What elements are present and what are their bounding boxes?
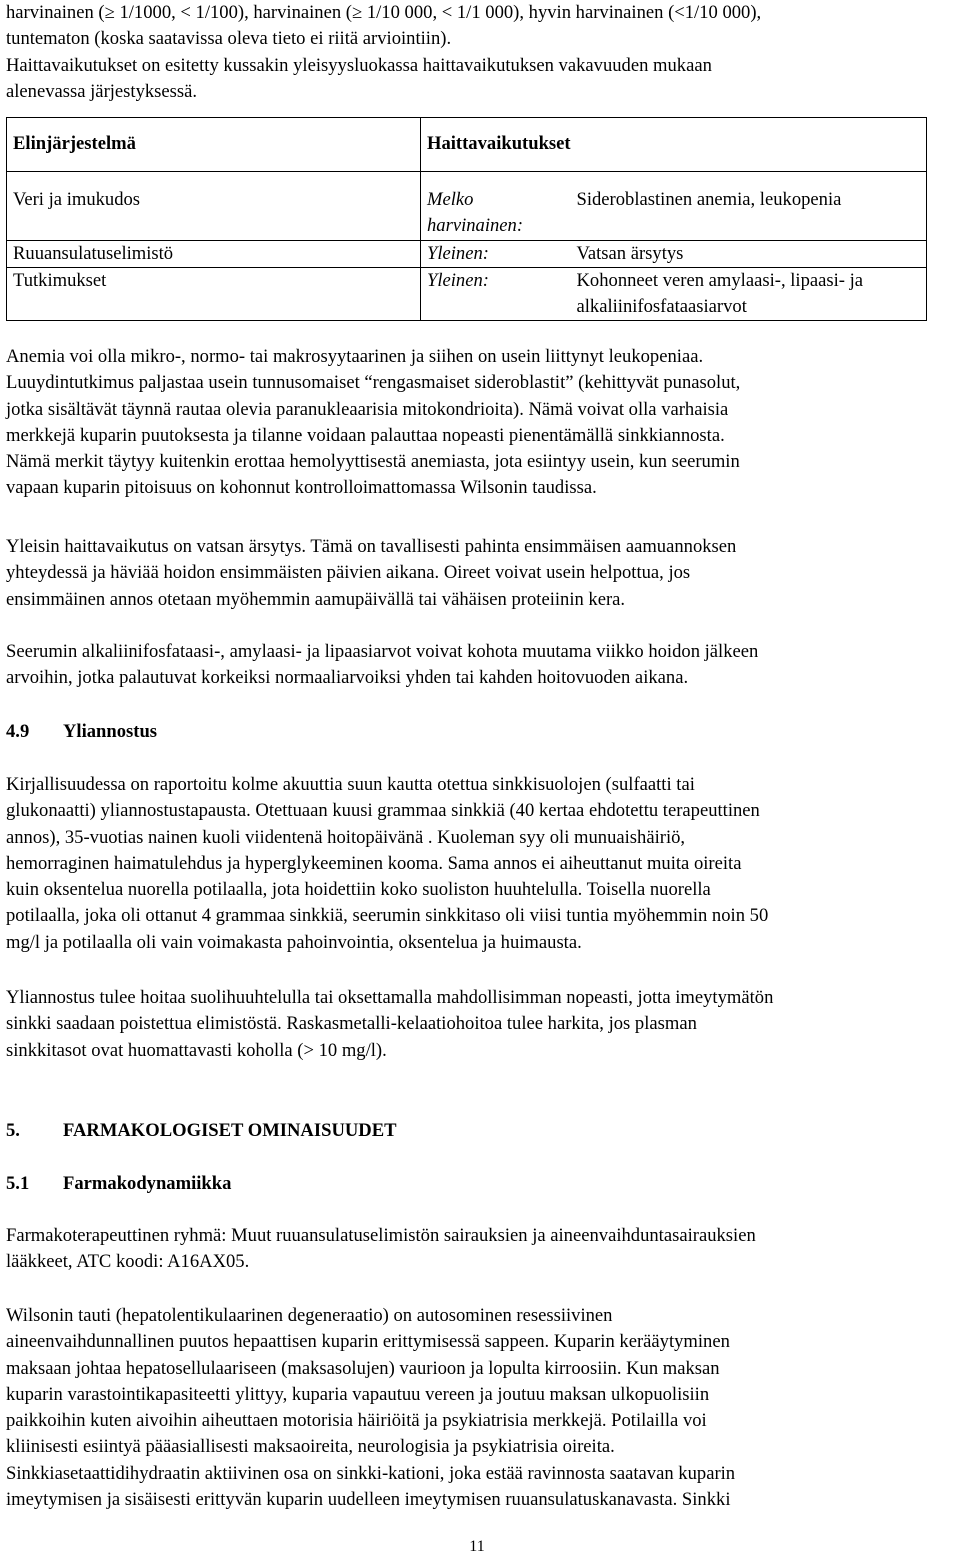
wilson-disease-paragraph: [6, 1303, 956, 1513]
text-line: Farmakoterapeuttinen ryhmä: Muut ruuansulatuselimistön sairauksien ja aineenvaihduntasairauksien: [6, 1225, 756, 1246]
frequency-cell: Yleinen:: [421, 240, 571, 267]
effect-cell: Vatsan ärsytys: [571, 240, 927, 267]
text-line: mg/l ja potilaalla oli vain voimakasta pahoinvointia, oksentelua ja huimausta.: [6, 931, 582, 953]
stomach-irritation-paragraph: [6, 534, 956, 613]
frequency-cell: Melko harvinainen:: [421, 172, 571, 241]
organ-system-cell: Ruuansulatuselimistö: [7, 240, 421, 267]
intro-paragraph: [6, 0, 956, 105]
text-line: vapaan kuparin pitoisuus on kohonnut kontrolloimattomassa Wilsonin taudissa.: [6, 477, 597, 499]
section-heading-5-1: [6, 1171, 231, 1197]
text-line: imeytymisen ja sisäisesti erittyvän kuparin uudelleen imeytymisen ruuansulatuskanavasta. Sinkki: [6, 1489, 731, 1511]
text-line: Luuydintutkimus paljastaa usein tunnusomaiset “rengasmaiset sideroblastit” (kehittyvät punasolut,: [6, 372, 741, 394]
text-line: lääkkeet, ATC koodi: A16AX05.: [6, 1251, 250, 1273]
text-line: ensimmäinen annos otetaan myöhemmin aamupäivällä tai vähäisen proteiinin kera.: [6, 588, 626, 610]
text-line: jotka sisältävät täynnä rautaa olevia paranukleaarisia mitokondrioita). Nämä voivat olla varhaisia: [6, 398, 729, 420]
effect-cell: Sideroblastinen anemia, leukopenia: [571, 172, 927, 241]
table-row: [7, 240, 927, 267]
text-line: kuparin varastointikapasiteetti ylittyy, kuparia vapautuu vereen ja joutuu maksan ulkopuolisiin: [6, 1383, 710, 1405]
text-line: Yleisin haittavaikutus on vatsan ärsytys. Tämä on tavallisesti pahinta ensimmäisen aamuannoksen: [6, 536, 737, 557]
text-line: kuin oksentelua nuorella potilaalla, jota hoidettiin koko suoliston huuhtelulla. Toisella nuorella: [6, 879, 711, 901]
section-number: 5.: [6, 1120, 20, 1141]
header-organ-system: Elinjärjestelmä: [7, 118, 421, 172]
section-title: FARMAKOLOGISET OMINAISUUDET: [63, 1120, 397, 1141]
effect-cell: Kohonneet veren amylaasi-, lipaasi- ja alkaliinifosfataasiarvot: [571, 267, 927, 321]
text-line: arvoihin, jotka palautuvat korkeiksi normaaliarvoiksi yhden tai kahden hoitovuoden aikana.: [6, 667, 689, 689]
text-line: Yliannostus tulee hoitaa suolihuuhtelulla tai oksettamalla mahdollisimman nopeasti, jotta imeytymätön: [6, 987, 774, 1008]
text-line: maksaan johtaa hepatosellulaariseen (maksasolujen) vaurioon ja lopulta kirroosiin. Kun maksan: [6, 1357, 720, 1379]
text-line: merkkejä kuparin puutoksesta ja tilanne voidaan palauttaa nopeasti pienentämällä sinkkiannosta.: [6, 424, 725, 446]
text-line: kliinisesti esiintyä pääasiallisesti maksaoireita, neurologisia ja psykiatrisia oireita.: [6, 1436, 615, 1458]
text-line: tuntematon (koska saatavissa oleva tieto ei riitä arviointiin).: [6, 28, 452, 50]
adverse-effects-table: [6, 117, 927, 321]
organ-system-cell: Veri ja imukudos: [7, 172, 421, 241]
section-number: 4.9: [6, 721, 30, 742]
text-line: paikkoihin kuten aivoihin aiheuttaen motorisia häiriöitä ja psykiatrisia merkkejä. Potilailla voi: [6, 1410, 707, 1432]
text-line: sinkki saadaan poistettua elimistöstä. Raskasmetalli-kelaatiohoitoa tulee harkita, jos plasman: [6, 1013, 697, 1035]
text-line: sinkkitasot ovat huomattavasti koholla (> 10 mg/l).: [6, 1039, 387, 1061]
organ-system-cell: Tutkimukset: [7, 267, 421, 321]
overdose-treatment-paragraph: [6, 985, 956, 1064]
text-line: Anemia voi olla mikro-, normo- tai makrosyytaarinen ja siihen on usein liittynyt leukopeniaa.: [6, 346, 704, 367]
overdose-cases-paragraph: [6, 772, 956, 956]
text-line: Wilsonin tauti (hepatolentikulaarinen degeneraatio) on autosominen resessiivinen: [6, 1305, 613, 1326]
table-header-row: [7, 118, 927, 172]
section-title: Yliannostus: [63, 721, 158, 742]
text-line: Haittavaikutukset on esitetty kussakin yleisyysluokassa haittavaikutuksen vakavuuden mukaan: [6, 54, 712, 76]
header-adverse-effects: Haittavaikutukset: [421, 118, 927, 172]
text-line: alenevassa järjestyksessä.: [6, 80, 198, 102]
text-line: glukonaatti) yliannostustapausta. Otettuaan kuusi grammaa sinkkiä (40 kertaa ehdotettu terapeuttinen: [6, 800, 760, 822]
section-heading-4-9: [6, 719, 157, 745]
text-line: yhteydessä ja häviää hoidon ensimmäisten päivien aikana. Oireet voivat usein helpottua, jos: [6, 562, 691, 584]
section-heading-5: [6, 1118, 397, 1144]
table-row: [7, 172, 927, 241]
text-line: Seerumin alkaliinifosfataasi-, amylaasi- ja lipaasiarvot voivat kohota muutama viikko hoidon jälkeen: [6, 641, 759, 662]
serum-values-paragraph: [6, 639, 956, 692]
text-line: annos), 35-vuotias nainen kuoli viidentenä hoitopäivänä . Kuoleman syy oli munuaishäiriö,: [6, 826, 686, 848]
text-line: Kirjallisuudessa on raportoitu kolme akuuttia suun kautta otettua sinkkisuolojen (sulfaatti tai: [6, 774, 695, 795]
text-line: Nämä merkit täytyy kuitenkin erottaa hemolyyttisestä anemiasta, jota esiintyy usein, kun seerumin: [6, 451, 740, 473]
page-number: 11: [469, 1538, 485, 1555]
text-line: hemorraginen haimatulehdus ja hyperglykeeminen kooma. Sama annos ei aiheuttanut muita oireita: [6, 852, 742, 874]
anemia-paragraph: [6, 344, 956, 502]
text-line: Sinkkiasetaattidihydraatin aktiivinen osa on sinkki-kationi, joka estää ravinnosta saatavan kuparin: [6, 1462, 736, 1484]
pharmacotherapeutic-group-paragraph: [6, 1223, 956, 1276]
frequency-cell: Yleinen:: [421, 267, 571, 321]
section-title: Farmakodynamiikka: [63, 1173, 232, 1194]
table-row: [7, 267, 927, 321]
text-line: harvinainen (≥ 1/1000, < 1/100), harvinainen (≥ 1/10 000, < 1/1 000), hyvin harvinainen (<1/10 000),: [6, 2, 762, 23]
text-line: aineenvaihdunnallinen puutos hepaattisen kuparin erittymisessä sappeen. Kuparin kerääytyminen: [6, 1331, 730, 1353]
text-line: potilaalla, joka oli ottanut 4 grammaa sinkkiä, seerumin sinkkitaso oli viisi tuntia myöhemmin noin 50: [6, 905, 769, 927]
section-number: 5.1: [6, 1173, 30, 1194]
